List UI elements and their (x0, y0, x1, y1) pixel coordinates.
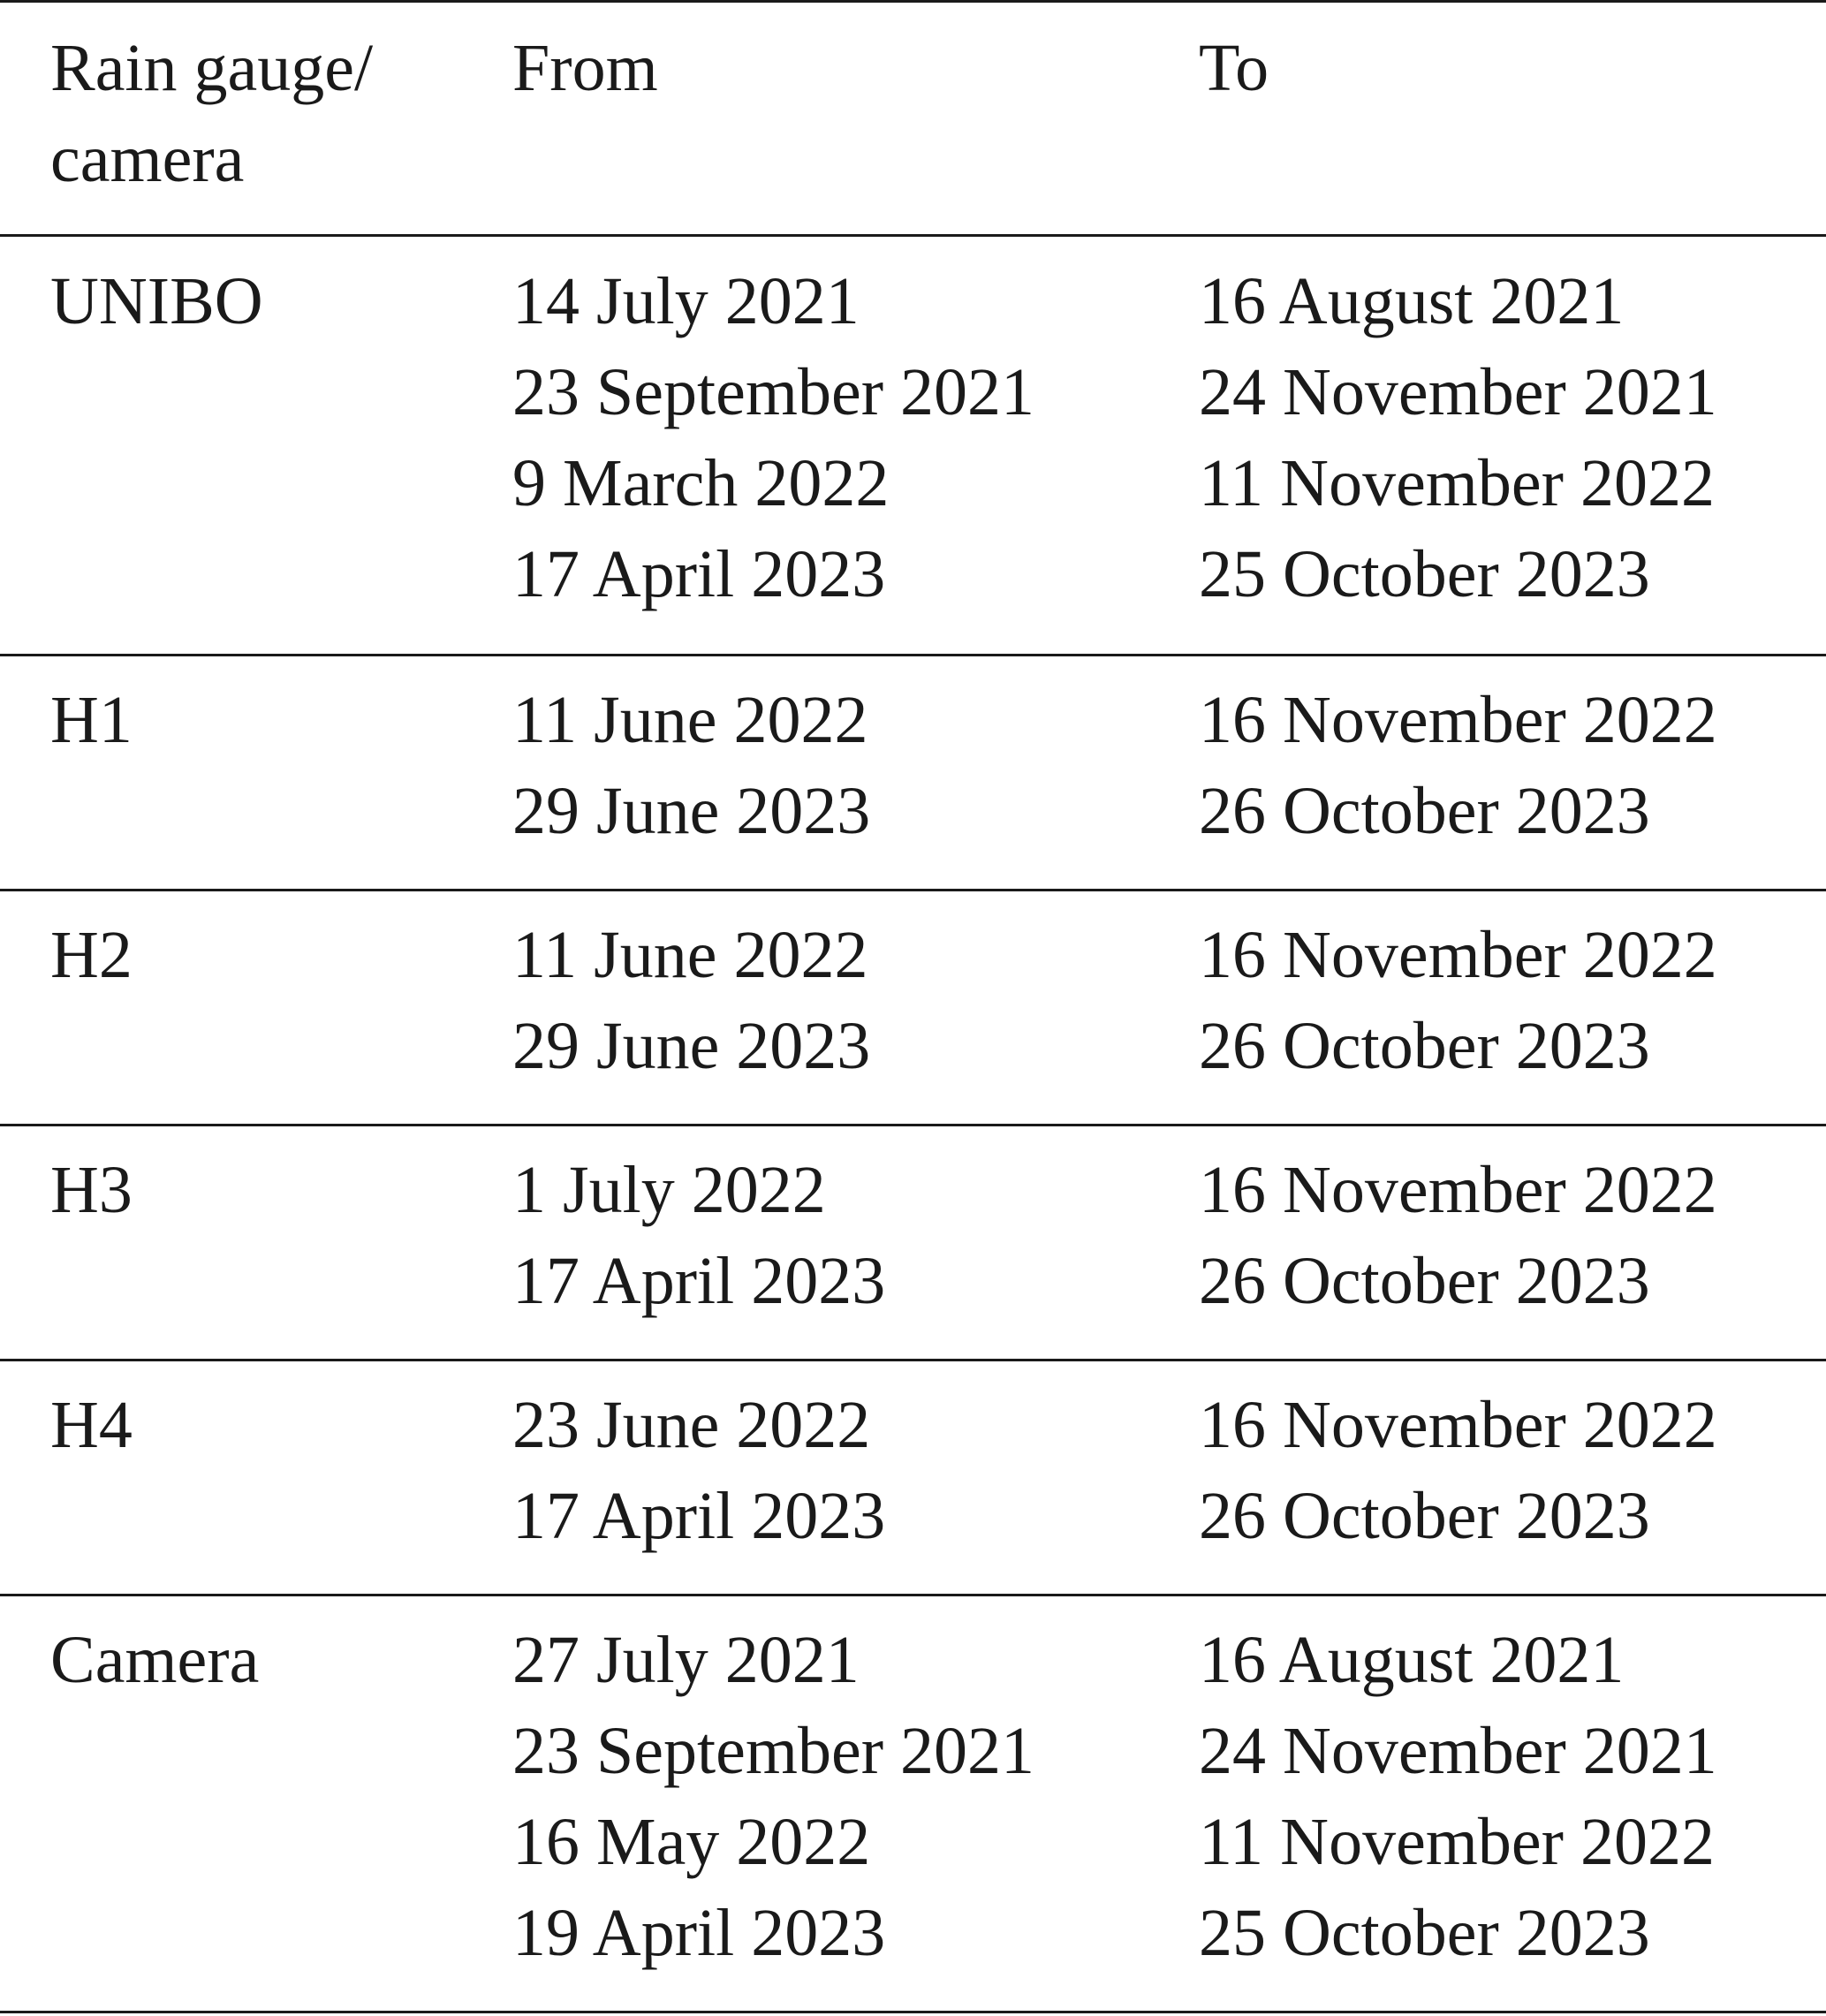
header-rule (0, 234, 1826, 237)
from-date: 17 April 2023 (512, 537, 886, 611)
row-label-h3: H3 (50, 1153, 133, 1227)
table-bottom-rule (0, 2011, 1826, 2013)
table-row-from (512, 675, 870, 857)
to-date: 16 November 2022 (1199, 683, 1717, 757)
to-date: 26 October 2023 (1199, 1244, 1650, 1318)
header-label-line-2: camera (50, 122, 245, 196)
from-date: 19 April 2023 (512, 1896, 886, 1970)
table-row-to (1199, 256, 1717, 620)
from-date: 9 March 2022 (512, 446, 890, 520)
row-label-h2: H2 (50, 918, 133, 992)
row-separator (0, 1594, 1826, 1596)
from-date: 29 June 2023 (512, 1009, 871, 1083)
row-label-camera: Camera (50, 1623, 260, 1697)
from-date: 14 July 2021 (512, 264, 860, 338)
header-rain-gauge-camera (50, 23, 373, 205)
row-separator (0, 1359, 1826, 1361)
header-from-label: From (512, 31, 658, 105)
table-row-from (512, 256, 1034, 620)
to-date: 11 November 2022 (1199, 1805, 1715, 1879)
row-separator (0, 889, 1826, 891)
table-row-label (50, 1145, 133, 1236)
to-date: 26 October 2023 (1199, 774, 1650, 848)
table-row-label (50, 256, 263, 347)
to-date: 24 November 2021 (1199, 355, 1717, 429)
header-to (1199, 23, 1269, 114)
row-separator (0, 654, 1826, 656)
to-date: 16 November 2022 (1199, 1153, 1717, 1227)
from-date: 16 May 2022 (512, 1805, 871, 1879)
table-row-label (50, 910, 133, 1001)
from-date: 17 April 2023 (512, 1479, 886, 1553)
header-label-line-1: Rain gauge/ (50, 31, 374, 105)
row-separator (0, 1124, 1826, 1126)
from-date: 1 July 2022 (512, 1153, 826, 1227)
to-date: 26 October 2023 (1199, 1009, 1650, 1083)
table-row-to (1199, 1145, 1717, 1327)
table-row-from (512, 1615, 1034, 1979)
from-date: 23 September 2021 (512, 1714, 1035, 1788)
table-row-label (50, 675, 133, 766)
header-to-label: To (1199, 31, 1269, 105)
table-row-from (512, 910, 870, 1092)
to-date: 16 November 2022 (1199, 918, 1717, 992)
to-date: 16 August 2021 (1199, 1623, 1625, 1697)
from-date: 23 June 2022 (512, 1388, 871, 1462)
table-row-from (512, 1145, 885, 1327)
table-row-to (1199, 675, 1717, 857)
to-date: 11 November 2022 (1199, 446, 1715, 520)
to-date: 24 November 2021 (1199, 1714, 1717, 1788)
table-row-from (512, 1380, 885, 1562)
from-date: 11 June 2022 (512, 918, 868, 992)
row-label-unibo: UNIBO (50, 264, 263, 338)
from-date: 23 September 2021 (512, 355, 1035, 429)
to-date: 16 November 2022 (1199, 1388, 1717, 1462)
table-top-rule (0, 0, 1826, 3)
to-date: 26 October 2023 (1199, 1479, 1650, 1553)
row-label-h1: H1 (50, 683, 133, 757)
table-row-to (1199, 1380, 1717, 1562)
table-row-to (1199, 1615, 1717, 1979)
from-date: 11 June 2022 (512, 683, 868, 757)
table-row-label (50, 1615, 259, 1706)
to-date: 16 August 2021 (1199, 264, 1625, 338)
to-date: 25 October 2023 (1199, 1896, 1650, 1970)
from-date: 29 June 2023 (512, 774, 871, 848)
header-from (512, 23, 658, 114)
row-label-h4: H4 (50, 1388, 133, 1462)
from-date: 17 April 2023 (512, 1244, 886, 1318)
from-date: 27 July 2021 (512, 1623, 860, 1697)
to-date: 25 October 2023 (1199, 537, 1650, 611)
table-row-label (50, 1380, 133, 1471)
table-row-to (1199, 910, 1717, 1092)
